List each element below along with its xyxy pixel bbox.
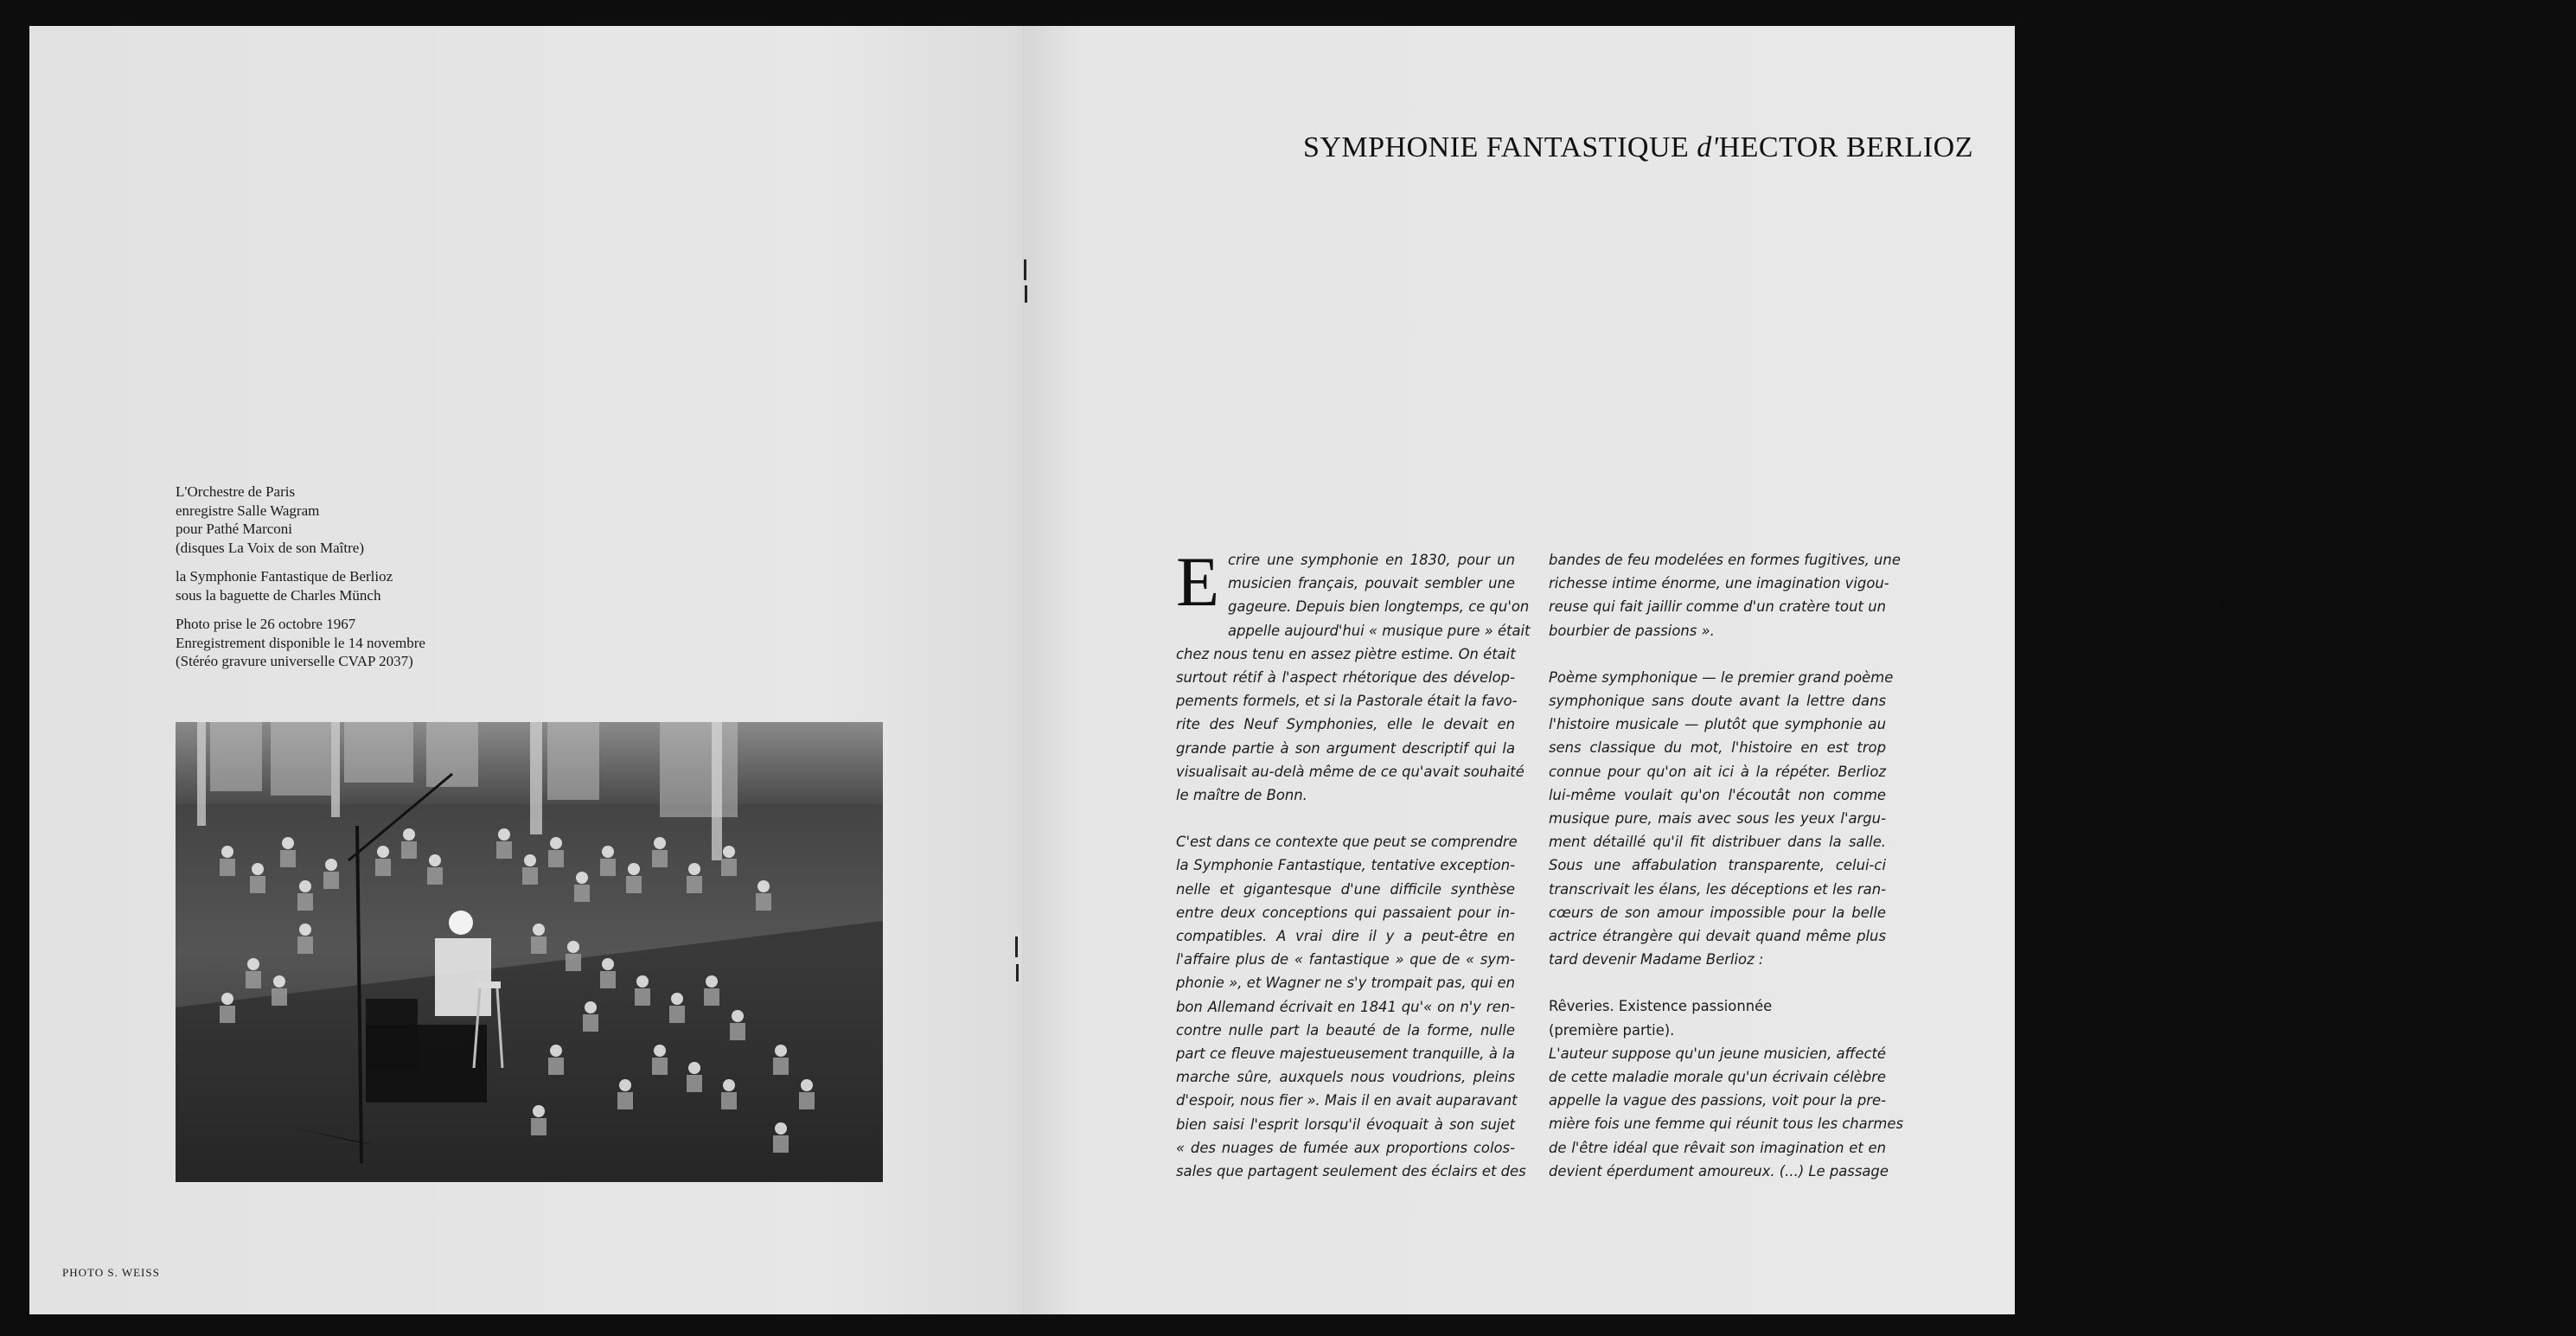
musician-figure [688,1062,700,1074]
text-line: mière fois une femme qui réunit tous les charmes [1549,1115,1903,1133]
page-title [1022,131,1973,164]
text-line: rite des Neuf Symphonies, elle le devait en [1176,716,1515,733]
musician-figure [550,1045,562,1057]
musician-body [600,859,616,876]
musician-body [730,1023,745,1040]
musician-body [721,1092,737,1109]
musician-body [583,1014,598,1032]
caption-line: (Stéréo gravure universelle CVAP 2037) [176,653,413,669]
musician-body [721,859,737,876]
text-line: gageure. Depuis bien longtemps, ce qu'on [1228,598,1530,616]
musician-figure [498,828,510,841]
caption-line: enregistre Salle Wagram [176,502,320,519]
musician-body [799,1092,815,1109]
text-line: sens classique du mot, l'histoire en est trop [1549,739,1886,757]
musician-body [548,850,564,867]
musician-figure [403,828,415,841]
text-line: musique pure, mais avec sous les yeux l'argu- [1549,810,1886,828]
text-line: actrice étrangère qui devait quand même plus [1549,928,1886,945]
caption-line: la Symphonie Fantastique de Berlioz [176,568,393,585]
musician-figure [602,958,614,970]
musician-figure [221,993,233,1005]
musician-body [566,954,581,971]
musician-figure [221,846,233,858]
text-line: cœurs de son amour impossible pour la belle [1549,904,1886,921]
text-line: entre deux conceptions qui passaient pour in- [1176,904,1515,921]
text-line: appelle la vague des passions, voit pour la pre- [1549,1092,1886,1109]
musician-body [220,1006,235,1023]
staple-top [1024,259,1026,280]
text-line [1549,642,1886,666]
musician-figure [602,846,614,858]
musician-body [574,885,590,902]
musician-figure [775,1045,787,1057]
caption-paragraph [176,615,660,671]
text-line: phonie », et Wagner ne s'y trompait pas, qui en [1176,975,1515,992]
text-line: surtout rétif à l'aspect rhétorique des dévelop- [1176,669,1515,687]
caption-line: pour Pathé Marconi [176,521,293,537]
musician-figure [524,854,536,866]
musician-figure [282,837,294,849]
text-line: l'histoire musicale — plutôt que symphonie au [1549,716,1886,733]
musician-figure [550,837,562,849]
text-line: compatibles. A vrai dire il y a peut-être en [1176,928,1515,945]
musician-figure [671,993,683,1005]
musician-figure [723,846,735,858]
text-line: ment détaillé qu'il fit distribuer dans la salle. [1549,834,1886,851]
drop-cap: E [1176,542,1220,621]
musician-figure [628,863,640,875]
musician-figure [775,1122,787,1135]
musician-body [375,859,391,876]
text-line: appelle aujourd'hui « musique pure » était [1228,622,1531,639]
photo-credit: PHOTO S. WEISS [62,1266,160,1279]
musician-figure [723,1079,735,1091]
text-line: Sous une affabulation transparente, celui-ci [1549,857,1886,874]
text-line: devient éperdument amoureux. (...) Le passage [1549,1162,1889,1179]
text-column-2 [1549,548,1903,1183]
musician-figure [252,863,264,875]
left-page [29,26,1022,1314]
text-line: part ce fleuve majestueusement tranquille, à la [1176,1045,1515,1063]
musician-body [250,876,265,893]
musician-figure [636,975,649,988]
musician-body [652,850,668,867]
musician-figure [533,924,545,936]
text-line: crire une symphonie en 1830, pour un [1228,552,1515,568]
photo-caption [176,483,660,681]
text-line: la Symphonie Fantastique, tentative exception- [1176,857,1515,874]
musician-figure [654,1045,666,1057]
text-line: bourbier de passions ». [1549,622,1715,639]
musician-body [617,1092,633,1109]
staple-bottom [1015,936,1018,957]
musician-figure [247,958,259,970]
musician-body [600,971,616,988]
musician-body [522,867,538,885]
text-line: de cette maladie morale qu'un écrivain célèbre [1549,1069,1886,1086]
text-line: le maître de Bonn. [1176,787,1307,804]
musician-body [773,1135,789,1153]
musician-body [401,841,417,859]
caption-line: sous la baguette de Charles Münch [176,586,381,604]
musician-body [626,876,642,893]
text-line: bon Allemand écrivait en 1841 qu'« on n'y ren- [1176,998,1515,1015]
musician-body [687,1075,702,1092]
text-line: marche sûre, auxquels nous voudrions, pleins [1176,1069,1515,1086]
musician-figure [732,1010,744,1022]
text-line: (première partie). [1549,1021,1675,1039]
text-line: de l'être idéal que rêvait son imagination et en [1549,1139,1886,1156]
musician-body [687,876,702,893]
text-line: C'est dans ce contexte que peut se comprendre [1176,834,1518,851]
musician-figure [757,880,770,892]
musician-figure [801,1079,813,1091]
musician-body [548,1058,564,1075]
title-name: HECTOR BERLIOZ [1718,131,1973,163]
musician-body [297,936,313,954]
musician-body [773,1058,789,1075]
musician-body [669,1006,685,1023]
musician-figure [576,872,588,884]
musician-figure [706,975,718,988]
title-connector: d' [1697,131,1719,163]
musician-figure [654,837,666,849]
staple-top-lower [1025,285,1027,303]
text-line: symphonique sans doute avant la lettre dans [1549,693,1886,710]
musician-body [531,1118,547,1135]
musician-figure [273,975,285,988]
musician-body [280,850,296,867]
musician-figure [619,1079,631,1091]
text-line: lui-même voulait qu'on l'écoutât non comme [1549,786,1886,803]
text-line: L'auteur suppose qu'un jeune musicien, affecté [1549,1045,1886,1062]
text-line [1176,807,1515,830]
musician-figure [688,863,700,875]
text-line: richesse intime énorme, une imagination vigou- [1549,575,1889,592]
musician-figure [377,846,389,858]
text-line: d'espoir, nous fier ». Mais il en avait auparavant [1176,1092,1518,1109]
text-line: sales que partagent seulement des éclairs et des [1176,1163,1526,1180]
text-line: bandes de feu modelées en formes fugitives, une [1549,552,1901,568]
text-line: pements formels, et si la Pastorale était la favo- [1176,693,1518,710]
musician-body [220,859,235,876]
text-line: transcrivait les élans, les déceptions et les ran- [1549,880,1886,898]
musician-body [756,893,771,911]
musician-body [246,971,261,988]
text-line: musicien français, pouvait sembler une [1228,575,1515,592]
text-line: contre nulle part la beauté de la forme, nulle [1176,1021,1515,1039]
text-line: « des nuages de fumée aux proportions colos- [1176,1139,1515,1156]
musician-body [652,1058,668,1075]
orchestra-photo [176,722,883,1182]
caption-line: (disques La Voix de son Maître) [176,539,364,556]
musician-figure [299,880,311,892]
musician-figure [585,1001,597,1013]
caption-line: Enregistrement disponible le 14 novembre [176,634,425,651]
text-line: l'affaire plus de « fantastique » que de « sym- [1176,951,1515,968]
right-page [1022,26,2446,1314]
caption-paragraph [176,567,660,604]
text-line: nelle et gigantesque d'une difficile synthèse [1176,880,1515,898]
text-line: connue pour qu'on ait ici à la répéter. Berlioz [1549,763,1886,780]
copyright-watermark: © - Tous droits réservés. [2017,469,2446,730]
text-line: visualisait au-delà même de ce qu'avait souhaité [1176,763,1525,780]
staple-bottom-lower [1016,964,1019,981]
text-line: Poème symphonique — le premier grand poème [1549,668,1894,686]
text-line: grande partie à son argument descriptif qui la [1176,739,1515,757]
musician-body [635,988,650,1006]
caption-line: Photo prise le 26 octobre 1967 [176,616,356,632]
musician-body [323,872,339,889]
text-line: reuse qui fait jaillir comme d'un cratère tout un [1549,598,1886,616]
caption-line: L'Orchestre de Paris [176,483,296,500]
text-line: bien saisi l'esprit lorsqu'il évoquait à son sujet [1176,1115,1515,1133]
musician-figure [299,924,311,936]
caption-paragraph [176,483,660,557]
musician-body [297,893,313,911]
musician-body [704,988,719,1006]
musician-figure [429,854,441,866]
musician-figure [325,859,337,871]
title-main: SYMPHONIE FANTASTIQUE [1302,131,1690,163]
text-line [1549,971,1886,994]
musician-body [272,988,287,1006]
booklet-spread [29,26,2446,1314]
text-line: Rêveries. Existence passionnée [1549,998,1773,1015]
musician-body [531,936,547,954]
text-line: chez nous tenu en assez piètre estime. On était [1176,645,1516,662]
musician-body [496,841,512,859]
text-column-1 [1176,542,1531,1183]
orchestra-photo-drawing [176,722,883,1182]
musician-figure [533,1105,545,1117]
text-line: tard devenir Madame Berlioz : [1549,951,1764,968]
musician-body [427,867,443,885]
musician-figure [567,941,579,953]
